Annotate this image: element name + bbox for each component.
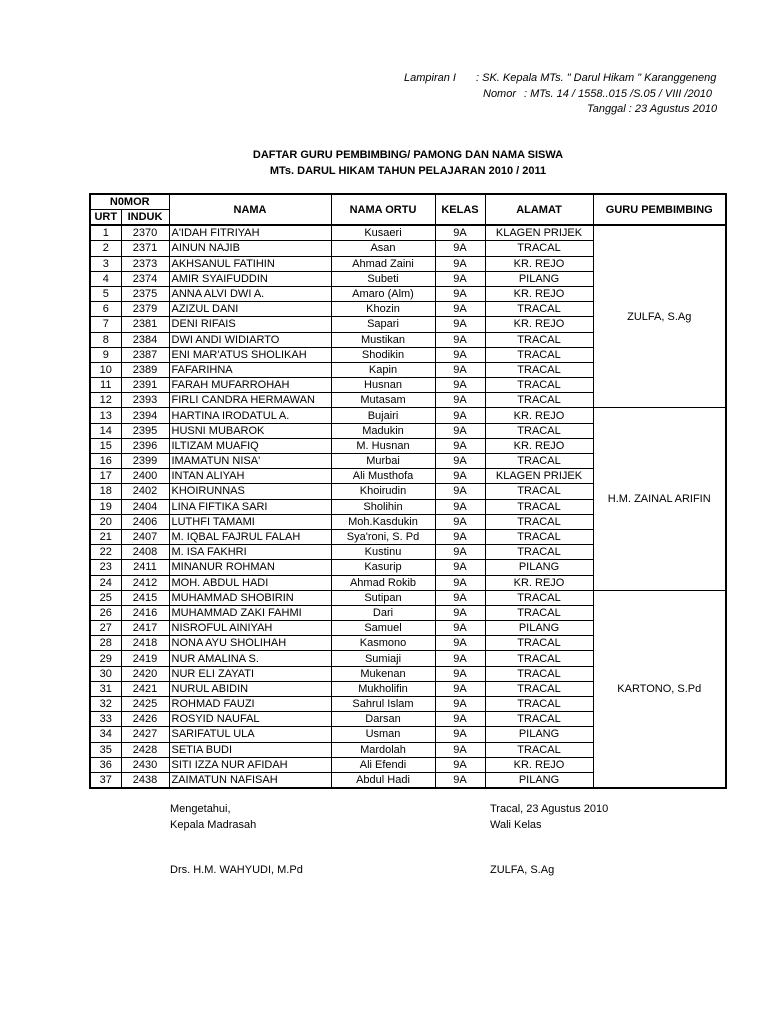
cell-guru-pembimbing: KARTONO, S.Pd	[593, 590, 726, 788]
cell-urt: 25	[90, 590, 121, 605]
document-header	[404, 71, 717, 118]
cell-urt: 32	[90, 697, 121, 712]
cell-nama-ortu: Sahrul Islam	[331, 697, 435, 712]
cell-nama-ortu: Bujairi	[331, 408, 435, 423]
tanggal-value: Tanggal : 23 Agustus 2010	[587, 103, 718, 115]
header-kelas: KELAS	[435, 194, 485, 225]
cell-nama-ortu: Shodikin	[331, 347, 435, 362]
cell-nama: AKHSANUL FATIHIN	[169, 256, 331, 271]
cell-kelas: 9A	[435, 317, 485, 332]
cell-induk: 2408	[121, 545, 169, 560]
cell-alamat: TRACAL	[485, 712, 593, 727]
table-row	[90, 225, 726, 241]
cell-urt: 37	[90, 772, 121, 788]
cell-alamat: TRACAL	[485, 697, 593, 712]
cell-alamat: TRACAL	[485, 378, 593, 393]
cell-urt: 24	[90, 575, 121, 590]
cell-induk: 2404	[121, 499, 169, 514]
cell-induk: 2430	[121, 757, 169, 772]
cell-kelas: 9A	[435, 469, 485, 484]
cell-alamat: TRACAL	[485, 302, 593, 317]
cell-urt: 1	[90, 225, 121, 241]
cell-induk: 2402	[121, 484, 169, 499]
cell-urt: 13	[90, 408, 121, 423]
cell-kelas: 9A	[435, 332, 485, 347]
cell-nama: AINUN NAJIB	[169, 241, 331, 256]
cell-urt: 17	[90, 469, 121, 484]
cell-induk: 2419	[121, 651, 169, 666]
sig-left-name: Drs. H.M. WAHYUDI, M.Pd	[170, 864, 303, 876]
cell-nama: MUHAMMAD SHOBIRIN	[169, 590, 331, 605]
cell-urt: 14	[90, 423, 121, 438]
cell-kelas: 9A	[435, 529, 485, 544]
cell-induk: 2428	[121, 742, 169, 757]
cell-alamat: TRACAL	[485, 347, 593, 362]
cell-kelas: 9A	[435, 712, 485, 727]
cell-alamat: TRACAL	[485, 666, 593, 681]
cell-nama: A'IDAH FITRIYAH	[169, 225, 331, 241]
cell-nama-ortu: Mukholifin	[331, 681, 435, 696]
cell-induk: 2391	[121, 378, 169, 393]
cell-induk: 2426	[121, 712, 169, 727]
cell-induk: 2387	[121, 347, 169, 362]
cell-nama: AZIZUL DANI	[169, 302, 331, 317]
cell-induk: 2421	[121, 681, 169, 696]
cell-nama-ortu: Moh.Kasdukin	[331, 514, 435, 529]
cell-alamat: TRACAL	[485, 651, 593, 666]
cell-urt: 30	[90, 666, 121, 681]
cell-urt: 20	[90, 514, 121, 529]
cell-nama-ortu: Sya'roni, S. Pd	[331, 529, 435, 544]
cell-kelas: 9A	[435, 590, 485, 605]
cell-alamat: TRACAL	[485, 681, 593, 696]
cell-alamat: TRACAL	[485, 332, 593, 347]
cell-nama-ortu: Mukenan	[331, 666, 435, 681]
cell-nama-ortu: Kasmono	[331, 636, 435, 651]
cell-nama-ortu: Samuel	[331, 621, 435, 636]
cell-urt: 35	[90, 742, 121, 757]
cell-nama: FARAH MUFARROHAH	[169, 378, 331, 393]
cell-induk: 2425	[121, 697, 169, 712]
cell-nama-ortu: Usman	[331, 727, 435, 742]
sig-right-name: ZULFA, S.Ag	[490, 864, 555, 876]
cell-kelas: 9A	[435, 636, 485, 651]
cell-urt: 31	[90, 681, 121, 696]
lampiran-value: : SK. Kepala MTs. " Darul Hikam " Karanggeneng	[476, 72, 717, 84]
cell-alamat: KR. REJO	[485, 757, 593, 772]
cell-induk: 2415	[121, 590, 169, 605]
cell-nama: NUR AMALINA S.	[169, 651, 331, 666]
cell-nama-ortu: Murbai	[331, 454, 435, 469]
cell-nama: ROHMAD FAUZI	[169, 697, 331, 712]
cell-urt: 27	[90, 621, 121, 636]
cell-alamat: KR. REJO	[485, 256, 593, 271]
cell-nama: LUTHFI TAMAMI	[169, 514, 331, 529]
header-alamat: ALAMAT	[485, 194, 593, 225]
cell-induk: 2394	[121, 408, 169, 423]
cell-kelas: 9A	[435, 560, 485, 575]
cell-nama-ortu: Sholihin	[331, 499, 435, 514]
cell-kelas: 9A	[435, 666, 485, 681]
cell-nama-ortu: Khoirudin	[331, 484, 435, 499]
cell-kelas: 9A	[435, 545, 485, 560]
cell-induk: 2417	[121, 621, 169, 636]
cell-induk: 2407	[121, 529, 169, 544]
cell-nama: ZAIMATUN NAFISAH	[169, 772, 331, 788]
cell-nama: FAFARIHNA	[169, 362, 331, 377]
lampiran-line	[404, 71, 717, 87]
cell-nama-ortu: Kasurip	[331, 560, 435, 575]
cell-kelas: 9A	[435, 742, 485, 757]
cell-urt: 26	[90, 605, 121, 620]
cell-nama-ortu: Mustikan	[331, 332, 435, 347]
cell-guru-pembimbing: H.M. ZAINAL ARIFIN	[593, 408, 726, 590]
cell-nama-ortu: M. Husnan	[331, 438, 435, 453]
cell-alamat: TRACAL	[485, 529, 593, 544]
document-subtitle: MTs. DARUL HIKAM TAHUN PELAJARAN 2010 / 2011	[269, 165, 547, 177]
cell-alamat: KR. REJO	[485, 438, 593, 453]
cell-urt: 9	[90, 347, 121, 362]
cell-nama: DENI RIFAIS	[169, 317, 331, 332]
cell-urt: 16	[90, 454, 121, 469]
cell-nama-ortu: Ali Musthofa	[331, 469, 435, 484]
cell-kelas: 9A	[435, 697, 485, 712]
cell-induk: 2412	[121, 575, 169, 590]
cell-nama: INTAN ALIYAH	[169, 469, 331, 484]
cell-nama-ortu: Ahmad Rokib	[331, 575, 435, 590]
sig-left-line1: Mengetahui,	[170, 803, 231, 815]
cell-kelas: 9A	[435, 514, 485, 529]
cell-urt: 2	[90, 241, 121, 256]
cell-induk: 2420	[121, 666, 169, 681]
cell-nama: HARTINA IRODATUL A.	[169, 408, 331, 423]
cell-kelas: 9A	[435, 423, 485, 438]
cell-urt: 19	[90, 499, 121, 514]
cell-induk: 2427	[121, 727, 169, 742]
header-induk: INDUK	[121, 210, 169, 226]
cell-nama: KHOIRUNNAS	[169, 484, 331, 499]
cell-induk: 2373	[121, 256, 169, 271]
cell-induk: 2400	[121, 469, 169, 484]
cell-alamat: TRACAL	[485, 499, 593, 514]
cell-urt: 8	[90, 332, 121, 347]
cell-alamat: KR. REJO	[485, 408, 593, 423]
cell-alamat: KLAGEN PRIJEK	[485, 225, 593, 241]
cell-urt: 34	[90, 727, 121, 742]
cell-nama: ANNA ALVI DWI A.	[169, 286, 331, 301]
cell-nama-ortu: Asan	[331, 241, 435, 256]
cell-kelas: 9A	[435, 772, 485, 788]
cell-induk: 2416	[121, 605, 169, 620]
cell-kelas: 9A	[435, 362, 485, 377]
cell-induk: 2379	[121, 302, 169, 317]
cell-induk: 2371	[121, 241, 169, 256]
cell-urt: 3	[90, 256, 121, 271]
cell-nama: FIRLI CANDRA HERMAWAN	[169, 393, 331, 408]
cell-nama: MOH. ABDUL HADI	[169, 575, 331, 590]
cell-alamat: TRACAL	[485, 454, 593, 469]
cell-nama: SETIA BUDI	[169, 742, 331, 757]
cell-urt: 4	[90, 271, 121, 286]
cell-nama-ortu: Madukin	[331, 423, 435, 438]
cell-kelas: 9A	[435, 499, 485, 514]
cell-alamat: KR. REJO	[485, 286, 593, 301]
cell-nama: LINA FIFTIKA SARI	[169, 499, 331, 514]
cell-kelas: 9A	[435, 484, 485, 499]
cell-alamat: PILANG	[485, 271, 593, 286]
cell-induk: 2438	[121, 772, 169, 788]
cell-induk: 2418	[121, 636, 169, 651]
cell-alamat: TRACAL	[485, 514, 593, 529]
cell-nama: NONA AYU SHOLIHAH	[169, 636, 331, 651]
cell-nama: MUHAMMAD ZAKI FAHMI	[169, 605, 331, 620]
cell-nama-ortu: Mutasam	[331, 393, 435, 408]
cell-alamat: TRACAL	[485, 241, 593, 256]
cell-nama: ROSYID NAUFAL	[169, 712, 331, 727]
cell-induk: 2399	[121, 454, 169, 469]
cell-alamat: TRACAL	[485, 362, 593, 377]
nomor-line	[404, 87, 717, 103]
header-urt: URT	[90, 210, 121, 226]
cell-alamat: PILANG	[485, 560, 593, 575]
cell-alamat: TRACAL	[485, 605, 593, 620]
cell-kelas: 9A	[435, 757, 485, 772]
cell-kelas: 9A	[435, 286, 485, 301]
nomor-value: : MTs. 14 / 1558..015 /S.05 / VIII /2010	[524, 87, 712, 100]
cell-alamat: TRACAL	[485, 423, 593, 438]
cell-nama-ortu: Sutipan	[331, 590, 435, 605]
cell-kelas: 9A	[435, 681, 485, 696]
cell-guru-pembimbing: ZULFA, S.Ag	[593, 225, 726, 408]
cell-kelas: 9A	[435, 438, 485, 453]
cell-alamat: KR. REJO	[485, 317, 593, 332]
cell-kelas: 9A	[435, 408, 485, 423]
cell-induk: 2411	[121, 560, 169, 575]
cell-alamat: TRACAL	[485, 590, 593, 605]
cell-nama-ortu: Abdul Hadi	[331, 772, 435, 788]
cell-alamat: PILANG	[485, 621, 593, 636]
cell-nama: M. IQBAL FAJRUL FALAH	[169, 529, 331, 544]
cell-urt: 15	[90, 438, 121, 453]
cell-induk: 2375	[121, 286, 169, 301]
cell-induk: 2370	[121, 225, 169, 241]
cell-nama: NUR ELI ZAYATI	[169, 666, 331, 681]
cell-kelas: 9A	[435, 575, 485, 590]
cell-alamat: KR. REJO	[485, 575, 593, 590]
cell-alamat: KLAGEN PRIJEK	[485, 469, 593, 484]
sig-right-line1: Tracal, 23 Agustus 2010	[490, 803, 609, 815]
table-row	[90, 408, 726, 423]
cell-kelas: 9A	[435, 271, 485, 286]
cell-urt: 18	[90, 484, 121, 499]
cell-kelas: 9A	[435, 225, 485, 241]
cell-nama-ortu: Amaro (Alm)	[331, 286, 435, 301]
cell-urt: 33	[90, 712, 121, 727]
cell-alamat: PILANG	[485, 727, 593, 742]
cell-alamat: TRACAL	[485, 484, 593, 499]
cell-nama: M. ISA FAKHRI	[169, 545, 331, 560]
lampiran-label: Lampiran I	[404, 72, 456, 84]
cell-induk: 2396	[121, 438, 169, 453]
sig-right-line2: Wali Kelas	[490, 819, 542, 831]
cell-kelas: 9A	[435, 454, 485, 469]
header-guru-pembimbing: GURU PEMBIMBING	[593, 194, 726, 225]
cell-induk: 2393	[121, 393, 169, 408]
table-header	[90, 194, 726, 225]
cell-kelas: 9A	[435, 302, 485, 317]
table-row	[90, 590, 726, 605]
cell-nama-ortu: Ali Efendi	[331, 757, 435, 772]
document-title: DAFTAR GURU PEMBIMBING/ PAMONG DAN NAMA SISWA	[252, 149, 564, 161]
cell-nama-ortu: Kapin	[331, 362, 435, 377]
cell-nama: DWI ANDI WIDIARTO	[169, 332, 331, 347]
header-nomor: N0MOR	[90, 194, 169, 210]
cell-alamat: TRACAL	[485, 393, 593, 408]
cell-induk: 2395	[121, 423, 169, 438]
header-nama-ortu: NAMA ORTU	[331, 194, 435, 225]
nomor-label: Nomor	[483, 87, 517, 100]
cell-urt: 6	[90, 302, 121, 317]
tanggal-line	[587, 102, 717, 118]
cell-alamat: TRACAL	[485, 636, 593, 651]
cell-nama: SITI IZZA NUR AFIDAH	[169, 757, 331, 772]
cell-kelas: 9A	[435, 241, 485, 256]
cell-nama: NISROFUL AINIYAH	[169, 621, 331, 636]
cell-induk: 2384	[121, 332, 169, 347]
cell-nama-ortu: Kusaeri	[331, 225, 435, 241]
cell-nama: ENI MAR'ATUS SHOLIKAH	[169, 347, 331, 362]
cell-kelas: 9A	[435, 378, 485, 393]
cell-nama-ortu: Mardolah	[331, 742, 435, 757]
cell-urt: 12	[90, 393, 121, 408]
cell-nama: ILTIZAM MUAFIQ	[169, 438, 331, 453]
cell-nama: IMAMATUN NISA'	[169, 454, 331, 469]
cell-induk: 2381	[121, 317, 169, 332]
cell-nama-ortu: Husnan	[331, 378, 435, 393]
cell-kelas: 9A	[435, 727, 485, 742]
cell-nama-ortu: Ahmad Zaini	[331, 256, 435, 271]
cell-alamat: TRACAL	[485, 742, 593, 757]
cell-nama: HUSNI MUBAROK	[169, 423, 331, 438]
cell-nama-ortu: Subeti	[331, 271, 435, 286]
cell-kelas: 9A	[435, 347, 485, 362]
cell-nama: AMIR SYAIFUDDIN	[169, 271, 331, 286]
cell-induk: 2406	[121, 514, 169, 529]
cell-induk: 2374	[121, 271, 169, 286]
cell-kelas: 9A	[435, 651, 485, 666]
cell-kelas: 9A	[435, 256, 485, 271]
cell-urt: 7	[90, 317, 121, 332]
cell-nama-ortu: Darsan	[331, 712, 435, 727]
cell-nama-ortu: Sumiaji	[331, 651, 435, 666]
header-nama: NAMA	[169, 194, 331, 225]
cell-induk: 2389	[121, 362, 169, 377]
student-table	[89, 193, 727, 789]
cell-urt: 21	[90, 529, 121, 544]
cell-urt: 29	[90, 651, 121, 666]
cell-nama-ortu: Khozin	[331, 302, 435, 317]
cell-urt: 11	[90, 378, 121, 393]
cell-nama-ortu: Sapari	[331, 317, 435, 332]
cell-urt: 22	[90, 545, 121, 560]
cell-urt: 36	[90, 757, 121, 772]
cell-nama: MINANUR ROHMAN	[169, 560, 331, 575]
cell-kelas: 9A	[435, 605, 485, 620]
cell-urt: 5	[90, 286, 121, 301]
cell-alamat: TRACAL	[485, 545, 593, 560]
sig-left-line2: Kepala Madrasah	[170, 819, 257, 831]
cell-kelas: 9A	[435, 621, 485, 636]
cell-urt: 23	[90, 560, 121, 575]
cell-urt: 28	[90, 636, 121, 651]
cell-nama: NURUL ABIDIN	[169, 681, 331, 696]
table-body	[90, 225, 726, 788]
cell-kelas: 9A	[435, 393, 485, 408]
cell-urt: 10	[90, 362, 121, 377]
cell-nama-ortu: Dari	[331, 605, 435, 620]
cell-nama: SARIFATUL ULA	[169, 727, 331, 742]
cell-alamat: PILANG	[485, 772, 593, 788]
cell-nama-ortu: Kustinu	[331, 545, 435, 560]
